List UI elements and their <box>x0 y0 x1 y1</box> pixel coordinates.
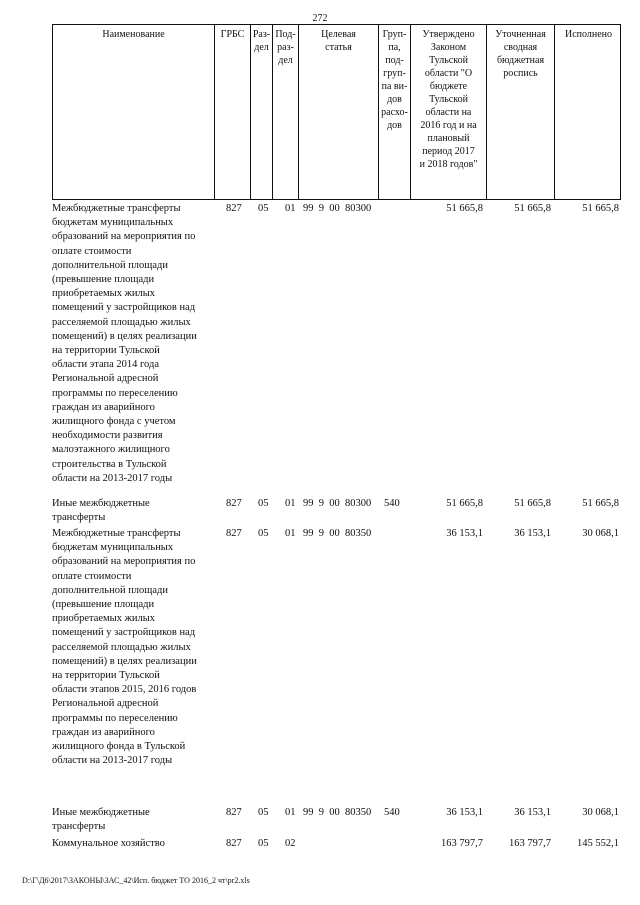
row-utverzhdeno: 36 153,1 <box>446 528 483 539</box>
row-ispolneno: 51 665,8 <box>582 203 619 214</box>
row-ispolneno: 30 068,1 <box>582 528 619 539</box>
row-razdel: 05 <box>258 498 269 509</box>
row-grbs: 827 <box>226 498 242 509</box>
header-utverzhdeno: Утверждено Законом Тульской области "О бюджете Тульской области на 2016 год и на плановый период 2017 и 2018 годов" <box>411 25 487 199</box>
row-podrazdel: 02 <box>285 838 296 849</box>
row-utochnennaya: 51 665,8 <box>514 203 551 214</box>
row-celevaya: 99 9 00 80350 <box>303 528 372 539</box>
row-name: Межбюджетные трансферты бюджетам муниципальных образований на мероприятия по оплате стоимости дополнительной площади (превышение площади приобретаемых жилых помещений у застройщиков над расселяемой площадью жилых помещений) в целях реализации на территории Тульской области этапов 2015, 2016 годов Региональной адресной программы по переселению граждан из аварийного жилищного фонда в Тульской области на 2013-2017 годы <box>52 528 197 767</box>
header-ispolneno: Исполнено <box>564 29 612 40</box>
row-utochnennaya: 36 153,1 <box>514 528 551 539</box>
row-grbs: 827 <box>226 838 242 849</box>
header-grbs: ГРБС <box>215 25 251 199</box>
row-ispolneno: 51 665,8 <box>582 498 619 509</box>
row-podrazdel: 01 <box>285 807 296 818</box>
row-razdel: 05 <box>258 528 269 539</box>
row-ispolneno: 30 068,1 <box>582 807 619 818</box>
header-name: Наименование <box>53 25 215 199</box>
header-utochnennaya: Уточненная сводная бюджетная роспись <box>487 25 555 199</box>
row-utochnennaya: 163 797,7 <box>509 838 551 849</box>
row-podrazdel: 01 <box>285 203 296 214</box>
row-grbs: 827 <box>226 203 242 214</box>
header-razdel: Раз- дел <box>251 25 273 199</box>
row-razdel: 05 <box>258 807 269 818</box>
row-utochnennaya: 36 153,1 <box>514 807 551 818</box>
row-name: Межбюджетные трансферты бюджетам муниципальных образований на мероприятия по оплате стоимости дополнительной площади (превышение площади приобретаемых жилых помещений у застройщиков над расселяемой площадью жилых помещений) в целях реализации на территории Тульской области этапа 2014 года Региональной адресной программы по переселению граждан из аварийного жилищного фонда с учетом необходимости развития малоэтажного жилищного строительства в Тульской области на 2013-2017 годы <box>52 203 197 484</box>
file-path-footer: D:\Г\Д6\2017\ЗАКОНЫ\ЗАС_42\Исп. бюджет ТО 2016_2 чт\pr2.xls <box>22 876 250 885</box>
row-vid: 540 <box>384 807 400 818</box>
row-celevaya: 99 9 00 80300 <box>303 203 372 214</box>
row-utochnennaya: 51 665,8 <box>514 498 551 509</box>
row-celevaya: 99 9 00 80350 <box>303 807 372 818</box>
header-podrazdel: Под- раз- дел <box>273 25 299 199</box>
row-vid: 540 <box>384 498 400 509</box>
row-podrazdel: 01 <box>285 498 296 509</box>
row-podrazdel: 01 <box>285 528 296 539</box>
row-razdel: 05 <box>258 203 269 214</box>
header-gruppa: Груп- па, под- груп- па ви- дов расхо- дов <box>379 25 411 199</box>
header-celevaya: Целевая статья <box>299 25 379 199</box>
row-utverzhdeno: 36 153,1 <box>446 807 483 818</box>
row-grbs: 827 <box>226 807 242 818</box>
row-grbs: 827 <box>226 528 242 539</box>
row-utverzhdeno: 51 665,8 <box>446 203 483 214</box>
row-utverzhdeno: 163 797,7 <box>441 838 483 849</box>
row-razdel: 05 <box>258 838 269 849</box>
page-number: 272 <box>312 13 328 24</box>
row-ispolneno: 145 552,1 <box>577 838 619 849</box>
row-name: Коммунальное хозяйство <box>52 838 165 849</box>
row-name: Иные межбюджетные трансферты <box>52 498 150 524</box>
row-name: Иные межбюджетные трансферты <box>52 807 150 833</box>
row-utverzhdeno: 51 665,8 <box>446 498 483 509</box>
table-header <box>52 24 621 200</box>
row-celevaya: 99 9 00 80300 <box>303 498 372 509</box>
